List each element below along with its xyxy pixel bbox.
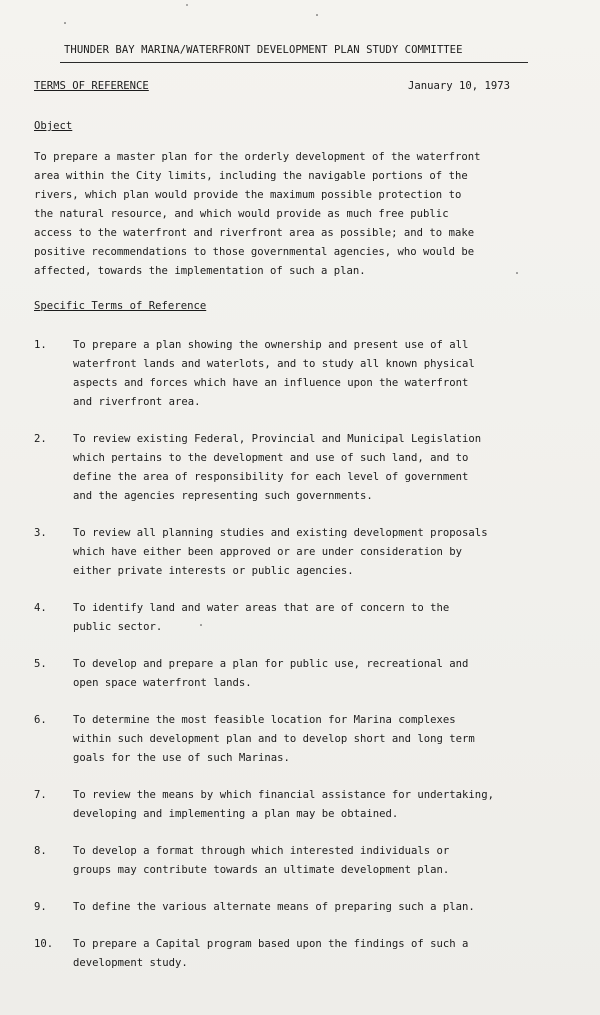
item-line: developing and implementing a plan may be obtained. xyxy=(73,808,399,820)
paper-speck xyxy=(64,22,66,24)
item-line: development study. xyxy=(73,957,188,969)
item-number: 8. xyxy=(34,845,47,857)
item-number: 10. xyxy=(34,938,54,950)
specific-terms-heading: Specific Terms of Reference xyxy=(34,300,207,312)
item-body xyxy=(73,336,475,412)
item-line: To prepare a plan showing the ownership and present use of all xyxy=(73,339,469,351)
item-line: public sector. xyxy=(73,621,163,633)
item-number: 9. xyxy=(34,901,47,913)
item-line: groups may contribute towards an ultimate development plan. xyxy=(73,864,450,876)
item-line: which have either been approved or are under consideration by xyxy=(73,546,463,558)
item-number: 2. xyxy=(34,433,47,445)
item-body xyxy=(73,786,494,824)
item-line: open space waterfront lands. xyxy=(73,677,252,689)
object-paragraph xyxy=(34,148,564,281)
item-line: To prepare a Capital program based upon the findings of such a xyxy=(73,938,469,950)
item-body xyxy=(73,842,449,880)
object-line: access to the waterfront and riverfront area as possible; and to make xyxy=(34,227,475,239)
item-number: 3. xyxy=(34,527,47,539)
item-body xyxy=(73,935,468,973)
item-number: 6. xyxy=(34,714,47,726)
item-number: 7. xyxy=(34,789,47,801)
item-body xyxy=(73,655,468,693)
item-body xyxy=(73,599,449,637)
item-line: which pertains to the development and use of such land, and to xyxy=(73,452,469,464)
object-line: positive recommendations to those governmental agencies, who would be xyxy=(34,246,475,258)
object-line: area within the City limits, including the navigable portions of the xyxy=(34,170,468,182)
object-line: To prepare a master plan for the orderly development of the waterfront xyxy=(34,151,481,163)
item-line: either private interests or public agencies. xyxy=(73,565,354,577)
object-heading: Object xyxy=(34,120,73,132)
item-line: within such development plan and to develop short and long term xyxy=(73,733,475,745)
paper-speck xyxy=(516,272,518,274)
item-line: To identify land and water areas that are of concern to the xyxy=(73,602,450,614)
item-body xyxy=(73,524,488,581)
item-line: and riverfront area. xyxy=(73,396,201,408)
paper-speck xyxy=(186,4,188,6)
item-line: To review all planning studies and existing development proposals xyxy=(73,527,488,539)
item-body xyxy=(73,898,475,917)
object-line: affected, towards the implementation of such a plan. xyxy=(34,265,366,277)
item-line: goals for the use of such Marinas. xyxy=(73,752,290,764)
object-line: the natural resource, and which would provide as much free public xyxy=(34,208,449,220)
item-number: 5. xyxy=(34,658,47,670)
item-body xyxy=(73,711,475,768)
item-line: To develop and prepare a plan for public use, recreational and xyxy=(73,658,469,670)
terms-of-reference-label: TERMS OF REFERENCE xyxy=(34,80,149,92)
item-line: To review existing Federal, Provincial and Municipal Legislation xyxy=(73,433,482,445)
paper-speck xyxy=(200,624,202,626)
title-underline xyxy=(60,62,528,63)
item-line: waterfront lands and waterlots, and to study all known physical xyxy=(73,358,475,370)
item-line: To determine the most feasible location for Marina complexes xyxy=(73,714,456,726)
item-number: 4. xyxy=(34,602,47,614)
item-line: To develop a format through which interested individuals or xyxy=(73,845,450,857)
item-body xyxy=(73,430,481,506)
item-line: aspects and forces which have an influence upon the waterfront xyxy=(73,377,469,389)
document-date: January 10, 1973 xyxy=(408,80,511,92)
committee-title: THUNDER BAY MARINA/WATERFRONT DEVELOPMENT PLAN STUDY COMMITTEE xyxy=(64,44,463,56)
item-line: and the agencies representing such governments. xyxy=(73,490,373,502)
item-line: To review the means by which financial assistance for undertaking, xyxy=(73,789,494,801)
item-number: 1. xyxy=(34,339,47,351)
item-line: define the area of responsibility for each level of government xyxy=(73,471,469,483)
item-line: To define the various alternate means of preparing such a plan. xyxy=(73,901,475,913)
object-line: rivers, which plan would provide the maximum possible protection to xyxy=(34,189,462,201)
paper-speck xyxy=(316,14,318,16)
